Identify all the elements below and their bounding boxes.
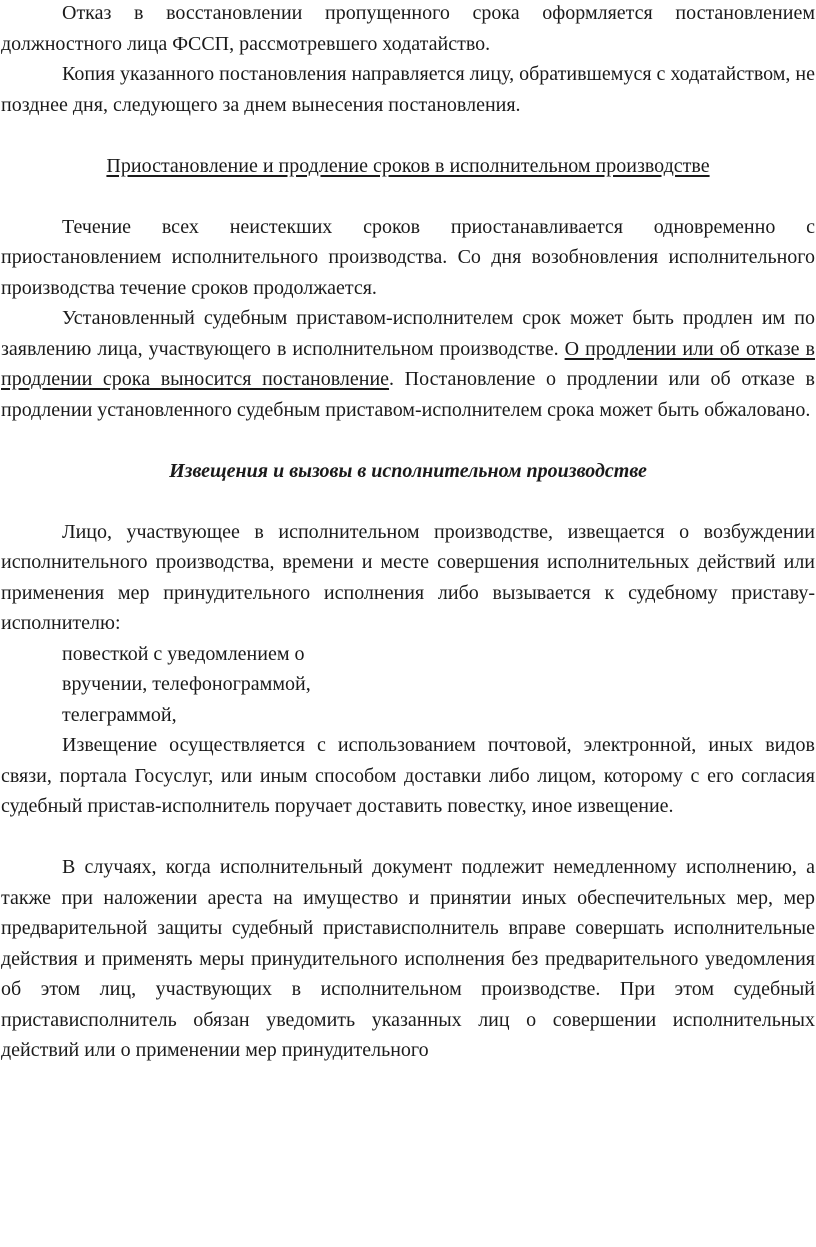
list-item: вручении, телефонограммой, [62, 673, 311, 695]
spacer [1, 486, 815, 517]
spacer [1, 181, 815, 212]
section-heading-notifications: Извещения и вызовы в исполнительном производстве [169, 459, 647, 482]
spacer [1, 822, 815, 853]
section-heading-suspension: Приостановление и продление сроков в исполнительном производстве [106, 154, 710, 177]
paragraph-copy: Копия указанного постановления направляется лицу, обратившемуся с ходатайством, не позднее дня, следующего за днем вынесения постановления. [1, 63, 815, 116]
paragraph-suspension: Течение всех неистекших сроков приостанавливается одновременно с приостановлением исполнительного производства. Со дня возобновления исполнительного производства течение сроков продолжается. [1, 215, 815, 299]
spacer [1, 120, 815, 151]
list-item: повесткой с уведомлением о [62, 642, 305, 665]
spacer [1, 425, 815, 456]
paragraph-refusal: Отказ в восстановлении пропущенного срока оформляется постановлением должностного лица ФССП, рассмотревшего ходатайство. [1, 2, 815, 55]
paragraph-notified-person: Лицо, участвующее в исполнительном производстве, извещается о возбуждении исполнительного производства, времени и месте совершения исполнительных действий или применения мер принудительного исполнения либо вызывается к судебному приставу-исполнителю: [1, 520, 815, 634]
list-item: телеграммой, [62, 703, 177, 726]
paragraph-notification-method: Извещение осуществляется с использованием почтовой, электронной, иных видов связи, портала Госуслуг, или иным способом доставки либо лицом, которому с его согласия судебный пристав-исполнитель поручает доставить повестку, иное извещение. [1, 734, 815, 817]
paragraph-extension: Установленный судебным приставом-исполнителем срок может быть продлен им по заявлению лица, участвующего в исполнительном производстве. О продлении или об отказе в продлении срока выносится постановление. Постановление о продлении или об отказе в продлении установленного судебным приставом-исполнителем срока может быть обжаловано. [1, 307, 816, 421]
underlined-clause: О продлении или об отказе в продлении срока выносится постановление [1, 337, 816, 390]
paragraph-immediate-execution: В случаях, когда исполнительный документ подлежит немедленному исполнению, а также при наложении ареста на имущество и принятии иных обеспечительных мер, мер предварительной защиты судебный пристависполнитель вправе совершать исполнительные действия и применять меры принудительного исполнения без предварительного уведомления об этом лиц, участвующих в исполнительном производстве. При этом судебный пристависполнитель обязан уведомить указанных лиц о совершении исполнительных действий или о применении мер принудительного [1, 856, 815, 1061]
